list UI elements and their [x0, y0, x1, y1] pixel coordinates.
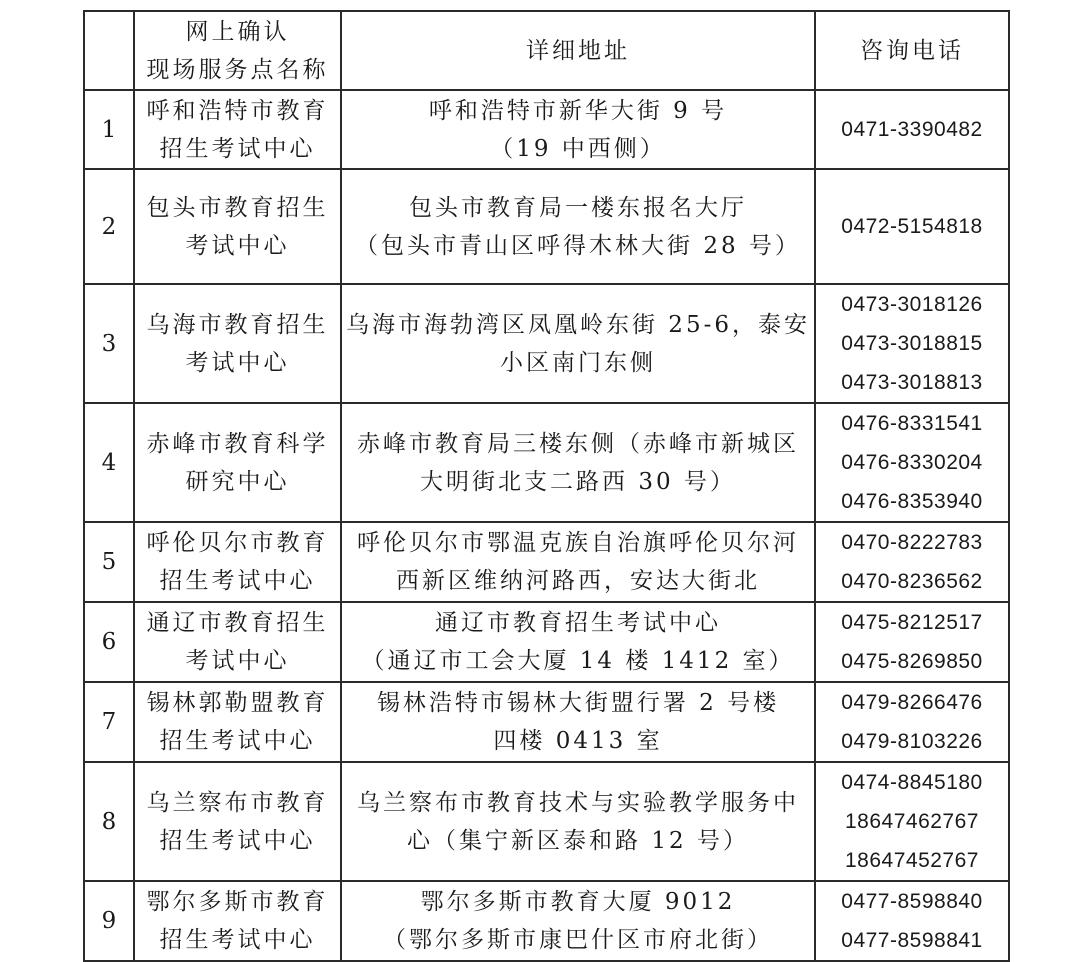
- service-point-phones: [815, 762, 1009, 881]
- service-point-phones: [815, 169, 1009, 284]
- table-row: [84, 881, 1009, 961]
- table-row: [84, 403, 1009, 522]
- service-points-table: [83, 10, 1010, 962]
- address-line: 呼伦贝尔市鄂温克族自治旗呼伦贝尔河: [357, 530, 799, 556]
- service-point-name: [134, 90, 341, 169]
- name-line: 锡林郭勒盟教育: [146, 690, 329, 716]
- row-index: 1: [84, 90, 134, 169]
- phone-number: 0476-8353940: [841, 490, 983, 513]
- name-line: 乌海市教育招生: [146, 311, 329, 338]
- phone-number: 0473-3018815: [841, 332, 983, 355]
- service-point-phones: [815, 522, 1009, 602]
- address-line: 心（集宁新区泰和路 12 号）: [407, 827, 749, 854]
- service-point-name: [134, 682, 341, 762]
- phone-number: 0479-8103226: [841, 730, 983, 753]
- phone-number: 0476-8331541: [841, 412, 983, 435]
- phone-number: 0470-8236562: [841, 570, 983, 593]
- service-point-name: [134, 602, 341, 682]
- phone-number: 0479-8266476: [841, 691, 983, 714]
- table-row: [84, 169, 1009, 284]
- phone-number: 0472-5154818: [841, 215, 983, 238]
- phone-number: 0475-8212517: [841, 611, 983, 634]
- name-line: 赤峰市教育科学: [146, 430, 329, 457]
- service-point-name: [134, 762, 341, 881]
- row-index: 5: [84, 522, 134, 602]
- service-point-phones: [815, 881, 1009, 961]
- service-point-name: [134, 403, 341, 522]
- name-line: 考试中心: [185, 349, 290, 376]
- service-point-phones: [815, 682, 1009, 762]
- service-point-address: [341, 881, 815, 961]
- header-name-line1: 网上确认: [185, 18, 290, 45]
- phone-number: 0475-8269850: [841, 650, 983, 673]
- service-point-phones: [815, 602, 1009, 682]
- address-line: 赤峰市教育局三楼东侧（赤峰市新城区: [357, 430, 799, 457]
- service-point-address: [341, 682, 815, 762]
- service-point-address: [341, 90, 815, 169]
- phone-number: 0477-8598841: [841, 929, 983, 952]
- address-line: 包头市教育局一楼东报名大厅: [409, 194, 747, 221]
- address-line: 小区南门东侧: [500, 349, 656, 376]
- service-point-phones: [815, 403, 1009, 522]
- address-line: 鄂尔多斯市教育大厦 9012: [420, 889, 736, 915]
- phone-number: 18647452767: [845, 849, 979, 872]
- table-row: [84, 522, 1009, 602]
- service-point-name: [134, 284, 341, 403]
- header-service-point-name: [134, 11, 341, 90]
- phone-number: 0474-8845180: [841, 771, 983, 794]
- name-line: 招生考试中心: [159, 135, 316, 162]
- header-name-line2: 现场服务点名称: [146, 56, 329, 83]
- table-row: [84, 682, 1009, 762]
- name-line: 包头市教育招生: [146, 194, 329, 221]
- address-line: 四楼 0413 室: [493, 728, 663, 754]
- table-header-row: [84, 11, 1009, 90]
- table-row: [84, 762, 1009, 881]
- address-line: 呼和浩特市新华大街 9 号: [428, 97, 728, 124]
- address-line: 西新区维纳河路西，安达大街北: [396, 568, 760, 594]
- header-index: [84, 11, 134, 90]
- table-row: [84, 284, 1009, 403]
- service-point-phones: [815, 90, 1009, 169]
- address-line: （19 中西侧）: [490, 135, 666, 162]
- address-line: （通辽市工会大厦 14 楼 1412 室）: [361, 648, 795, 674]
- address-line: 大明街北支二路西 30 号）: [420, 468, 736, 495]
- row-index: 6: [84, 602, 134, 682]
- phone-number: 0473-3018813: [841, 371, 983, 394]
- header-address: 详细地址: [341, 11, 815, 90]
- phone-number: 0473-3018126: [841, 293, 983, 316]
- row-index: 7: [84, 682, 134, 762]
- table-row: [84, 602, 1009, 682]
- address-line: 乌海市海勃湾区凤凰岭东街 25-6，泰安: [346, 311, 810, 338]
- row-index: 3: [84, 284, 134, 403]
- name-line: 呼伦贝尔市教育: [146, 530, 329, 556]
- name-line: 招生考试中心: [159, 728, 316, 754]
- address-line: 锡林浩特市锡林大街盟行署 2 号楼: [376, 690, 780, 716]
- phone-number: 18647462767: [845, 810, 979, 833]
- name-line: 招生考试中心: [159, 568, 316, 594]
- phone-number: 0477-8598840: [841, 890, 983, 913]
- address-line: 乌兰察布市教育技术与实验教学服务中: [357, 789, 799, 816]
- row-index: 4: [84, 403, 134, 522]
- service-point-address: [341, 284, 815, 403]
- name-line: 研究中心: [185, 468, 290, 495]
- table-row: [84, 90, 1009, 169]
- service-point-phones: [815, 284, 1009, 403]
- phone-number: 0471-3390482: [841, 118, 983, 141]
- row-index: 2: [84, 169, 134, 284]
- service-point-name: [134, 522, 341, 602]
- address-line: （包头市青山区呼得木林大街 28 号）: [355, 232, 801, 259]
- row-index: 9: [84, 881, 134, 961]
- service-point-name: [134, 169, 341, 284]
- name-line: 通辽市教育招生: [146, 610, 329, 636]
- name-line: 招生考试中心: [159, 827, 316, 854]
- name-line: 考试中心: [185, 648, 290, 674]
- name-line: 鄂尔多斯市教育: [146, 889, 329, 915]
- phone-number: 0476-8330204: [841, 451, 983, 474]
- name-line: 乌兰察布市教育: [146, 789, 329, 816]
- service-point-address: [341, 169, 815, 284]
- address-line: 通辽市教育招生考试中心: [435, 610, 721, 636]
- phone-number: 0470-8222783: [841, 531, 983, 554]
- service-point-address: [341, 602, 815, 682]
- name-line: 考试中心: [185, 232, 290, 259]
- service-point-address: [341, 522, 815, 602]
- service-point-address: [341, 403, 815, 522]
- name-line: 招生考试中心: [159, 927, 316, 953]
- service-point-name: [134, 881, 341, 961]
- row-index: 8: [84, 762, 134, 881]
- address-line: （鄂尔多斯市康巴什区市府北街）: [383, 927, 773, 953]
- name-line: 呼和浩特市教育: [146, 97, 329, 124]
- header-phone: 咨询电话: [815, 11, 1009, 90]
- service-point-address: [341, 762, 815, 881]
